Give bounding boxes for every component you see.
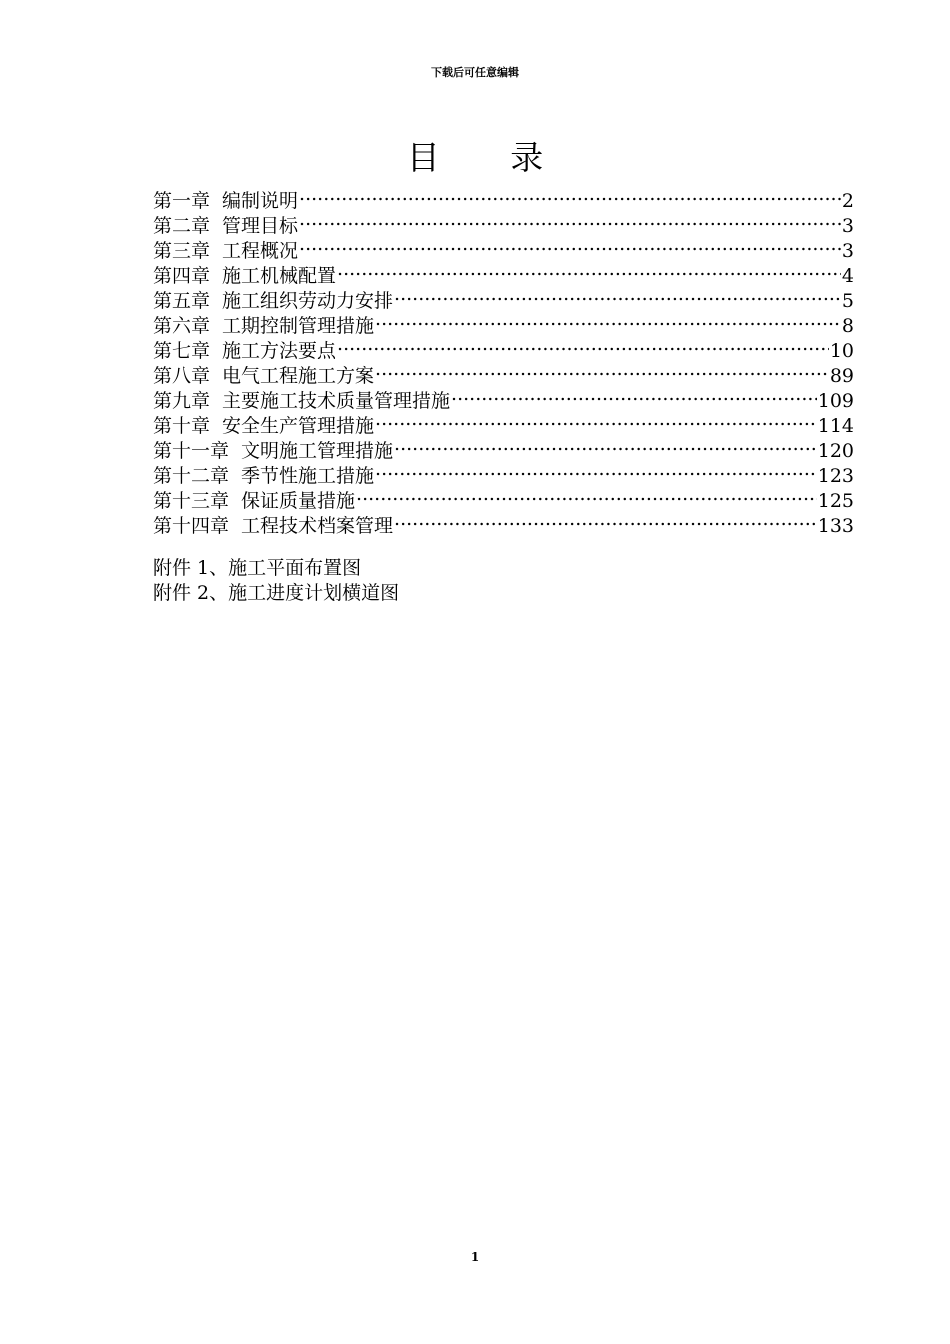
toc-page-number: 133 [817, 515, 854, 537]
toc-chapter-title: 文明施工管理措施 [241, 440, 394, 462]
attachment-item: 附件 2、施工进度计划横道图 [153, 582, 400, 604]
toc-dot-leader [375, 407, 817, 432]
toc-dot-leader [337, 332, 829, 357]
toc-page-number: 8 [841, 315, 854, 337]
toc-chapter-number: 第四章 [153, 265, 211, 287]
toc-chapter-number: 第五章 [153, 290, 211, 312]
toc-page-number: 114 [817, 415, 854, 437]
toc-page-number: 3 [841, 215, 854, 237]
toc-chapter-title: 施工方法要点 [222, 340, 337, 362]
document-title: 目 录 [406, 138, 574, 177]
toc-chapter-title: 施工组织劳动力安排 [222, 290, 394, 312]
toc-dot-leader [356, 482, 817, 507]
toc-chapter-title: 电气工程施工方案 [222, 365, 375, 387]
toc-chapter-number: 第九章 [153, 390, 211, 412]
toc-chapter-title: 施工机械配置 [222, 265, 337, 287]
toc-chapter-number: 第八章 [153, 365, 211, 387]
toc-chapter-title: 工程技术档案管理 [241, 515, 394, 537]
toc-chapter-title: 季节性施工措施 [241, 465, 375, 487]
toc-chapter-number: 第十三章 [153, 490, 230, 512]
toc-dot-leader [337, 257, 841, 282]
toc-dot-leader [394, 282, 841, 307]
toc-chapter-number: 第十章 [153, 415, 211, 437]
toc-page-number: 2 [841, 190, 854, 212]
toc-chapter-number: 第十二章 [153, 465, 230, 487]
toc-page-number: 3 [841, 240, 854, 262]
toc-dot-leader [299, 207, 841, 232]
attachment-list [153, 556, 399, 606]
toc-dot-leader [451, 382, 817, 407]
toc-page-number: 125 [817, 490, 854, 512]
toc-dot-leader [299, 232, 841, 257]
toc-chapter-number: 第十四章 [153, 515, 230, 537]
toc-chapter-number: 第三章 [153, 240, 211, 262]
toc-page-number: 89 [829, 365, 854, 387]
toc-chapter-title: 工程概况 [222, 240, 299, 262]
toc-chapter-number: 第二章 [153, 215, 211, 237]
toc-chapter-title: 保证质量措施 [241, 490, 356, 512]
page-number: 1 [470, 1250, 480, 1264]
toc-page-number: 120 [817, 440, 854, 462]
toc-dot-leader [299, 182, 841, 207]
toc-chapter-number: 第一章 [153, 190, 211, 212]
toc-chapter-number: 第六章 [153, 315, 211, 337]
toc-dot-leader [375, 307, 841, 332]
toc-chapter-title: 主要施工技术质量管理措施 [222, 390, 451, 412]
toc-dot-leader [394, 507, 817, 532]
toc-page-number: 10 [829, 340, 854, 362]
attachment-item: 附件 1、施工平面布置图 [153, 557, 362, 579]
toc-chapter-number: 第七章 [153, 340, 211, 362]
toc-dot-leader [394, 432, 817, 457]
toc-page-number: 109 [817, 390, 854, 412]
toc-entry-1[interactable] [153, 182, 854, 212]
page-header: 下载后可任意编辑 [431, 66, 519, 79]
toc-chapter-title: 编制说明 [222, 190, 299, 212]
toc-chapter-title: 工期控制管理措施 [222, 315, 375, 337]
toc-page-number: 4 [841, 265, 854, 287]
toc-page-number: 123 [817, 465, 854, 487]
toc-chapter-title: 安全生产管理措施 [222, 415, 375, 437]
toc-dot-leader [375, 357, 829, 382]
toc-chapter-number: 第十一章 [153, 440, 230, 462]
toc-chapter-title: 管理目标 [222, 215, 299, 237]
toc-page-number: 5 [841, 290, 854, 312]
toc-dot-leader [375, 457, 817, 482]
table-of-contents [153, 182, 854, 537]
